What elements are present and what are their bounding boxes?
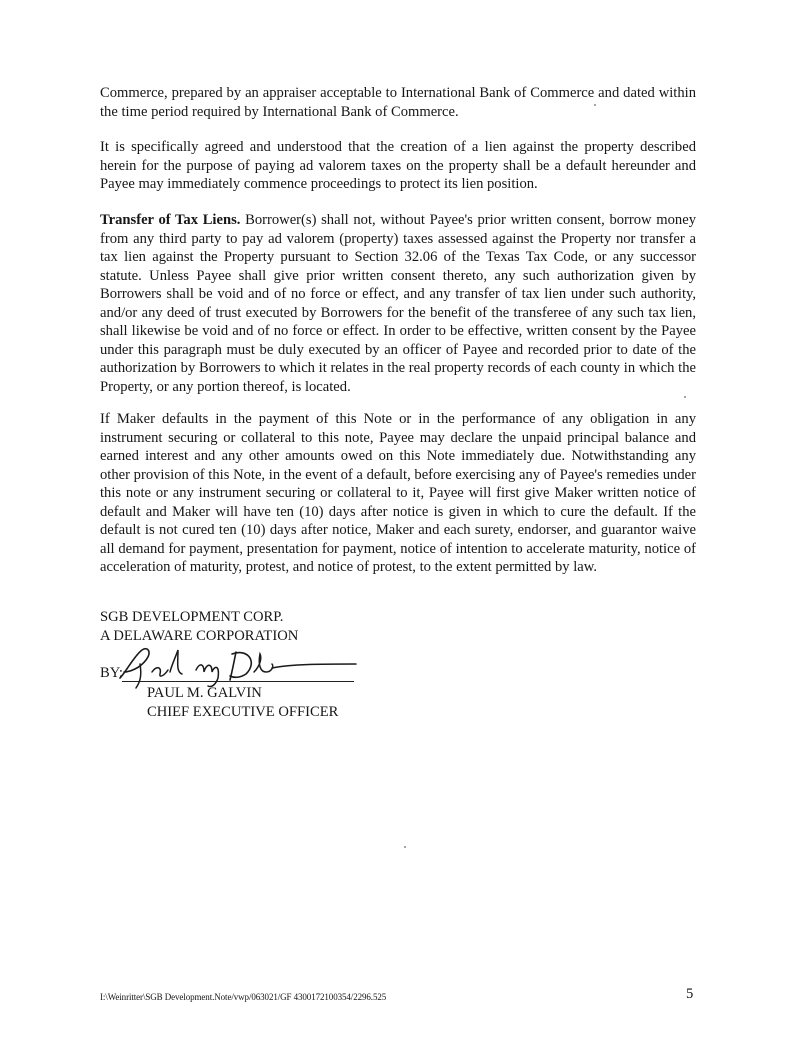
footer-file-path: I:\Weinritter\SGB Development.Note/vwp/063021/GF 4300172100354/2296.525 (100, 992, 387, 1002)
paragraph-appraisal: Commerce, prepared by an appraiser acceptable to International Bank of Commerce and dated within the time period required by International Bank of Commerce. (100, 85, 696, 120)
scan-speck (404, 846, 406, 848)
handwritten-signature (112, 642, 362, 690)
paragraph-transfer-body: Borrower(s) shall not, without Payee's prior written consent, borrow money from any third party to pay ad valorem (property) taxes assessed against the Property nor transfer a tax lien against the Property pursuant to Section 32.06 of the Texas Tax Code, or any successor statute. Unless Payee shall give prior written consent thereto, any such authorization given by Borrowers shall be void and of no force or effect, and any transfer of tax lien under such authority, and/or any deed of trust executed by Borrowers for the benefit of the transferee of any such tax lien, shall likewise be void and of no force or effect. In order to be effective, written consent by the Payee under this paragraph must be duly executed by an officer of Payee and recorded prior to date of the authorization by Borrowers to which it relates in the real property records of each county in which the Property, or any portion thereof, is located. (100, 212, 696, 395)
signature-block (100, 608, 298, 645)
signer-name: PAUL M. GALVIN (147, 685, 262, 701)
scan-speck (684, 396, 686, 398)
section-heading-transfer-of-tax-liens: Transfer of Tax Liens. (100, 212, 241, 228)
company-incorporation: A DELAWARE CORPORATION (100, 627, 299, 644)
scan-speck (594, 104, 596, 106)
page-number: 5 (686, 986, 694, 1002)
paragraph-ad-valorem-lien: It is specifically agreed and understood that the creation of a lien against the property described herein for the purpose of paying ad valorem taxes on the property shall be a default hereunder and Payee may immediately commence proceedings to protect its lien position. (100, 139, 696, 192)
by-label: BY: (100, 665, 123, 681)
paragraph-transfer-of-tax-liens (100, 211, 696, 396)
paragraph-default-remedies: If Maker defaults in the payment of this Note or in the performance of any obligation in any instrument securing or collateral to this note, Payee may declare the unpaid principal balance and earned interest and any other amounts owed on this Note immediately due. Notwithstanding any other provision of this Note, in the event of a default, before exercising any of Payee's remedies under this note or any instrument securing or collateral to it, Payee will first give Maker written notice of default and Maker will have ten (10) days after notice is given in which to cure the default. If the default is not cured ten (10) days after notice, Maker and each surety, endorser, and guarantor waive all demand for payment, presentation for payment, notice of intention to accelerate maturity, notice of acceleration of maturity, protest, and notice of protest, to the extent permitted by law. (100, 411, 696, 575)
signer-details (147, 684, 338, 722)
company-name: SGB DEVELOPMENT CORP. (100, 609, 284, 625)
signer-title: CHIEF EXECUTIVE OFFICER (147, 704, 339, 720)
